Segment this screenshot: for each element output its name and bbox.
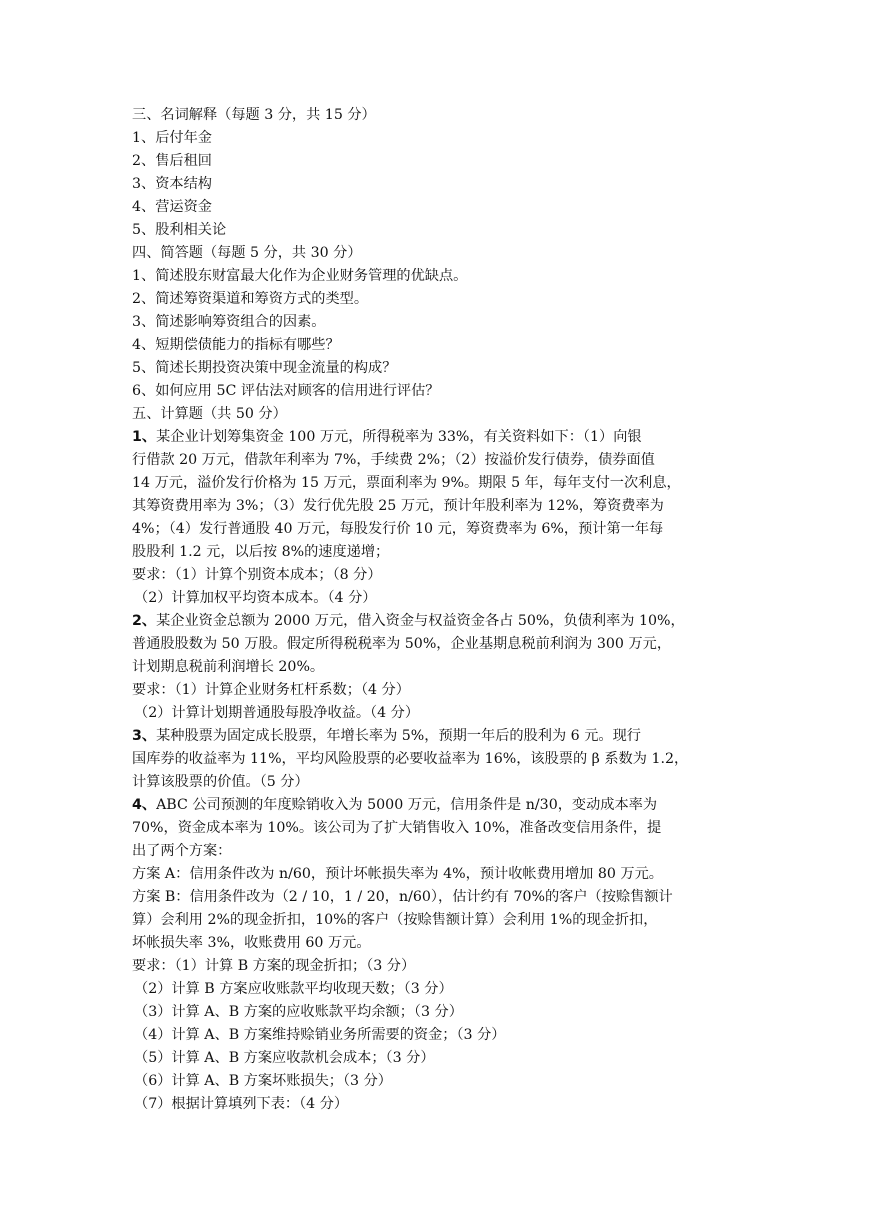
section4-heading: 四、简答题（每题 5 分，共 30 分）: [132, 245, 362, 261]
q2-number: 2、: [132, 613, 157, 629]
section3-heading: 三、名词解释（每题 3 分，共 15 分）: [132, 107, 376, 123]
q4-requirement: （5）计算 A、B 方案应收款机会成本；（3 分）: [134, 1050, 435, 1066]
q4-requirement: （6）计算 A、B 方案坏账损失；（3 分）: [134, 1073, 392, 1089]
q4-plan-b: 方案 B：信用条件改为（2 / 10，1 / 20，n/60），估计约有 70%的客户（按赊售额计: [132, 889, 673, 905]
section5-heading: 五、计算题（共 50 分）: [132, 406, 287, 422]
q3-number: 3、: [132, 728, 157, 744]
section4-item: 5、简述长期投资决策中现金流量的构成？: [132, 360, 397, 376]
section3-item: 1、后付年金: [132, 130, 212, 146]
q1-requirement: 要求：（1）计算个别资本成本；（8 分）: [132, 567, 382, 583]
q2-first-line: [132, 610, 832, 633]
q4-requirement: （3）计算 A、B 方案的应收账款平均余额；（3 分）: [134, 1004, 463, 1020]
section3-item: 4、营运资金: [132, 199, 212, 215]
q4-line: 70%，资金成本率为 10%。该公司为了扩大销售收入 10%，准备改变信用条件，提: [132, 820, 662, 836]
q1-line: 行借款 20 万元，借款年利率为 7%，手续费 2%；（2）按溢价发行债券，债券面值: [132, 452, 655, 468]
q4-line: 算）会利用 2%的现金折扣，10%的客户（按赊售额计算）会利用 1%的现金折扣，: [132, 912, 658, 928]
q1-line: 股股利 1.2 元，以后按 8%的速度递增；: [132, 544, 390, 560]
q4-requirement: （2）计算 B 方案应收账款平均收现天数；（3 分）: [134, 981, 453, 997]
section3-item: 3、资本结构: [132, 176, 212, 192]
section3-item: 2、售后租回: [132, 153, 212, 169]
q4-line: 坏帐损失率 3%，收账费用 60 万元。: [132, 935, 371, 951]
q1-number: 1、: [132, 429, 157, 445]
q1-text: 某企业计划筹集资金 100 万元，所得税率为 33%，有关资料如下：（1）向银: [156, 429, 642, 445]
q1-line: 其筹资费用率为 3%；（3）发行优先股 25 万元，预计年股利率为 12%，筹资费率为: [132, 498, 664, 514]
q3-text: 某种股票为固定成长股票，年增长率为 5%，预期一年后的股利为 6 元。现行: [156, 728, 641, 744]
q1-line: 14 万元，溢价发行价格为 15 万元，票面利率为 9%。期限 5 年，每年支付一次利息，: [132, 475, 681, 491]
q4-first-line: [132, 794, 832, 817]
q4-plan-a: 方案 A：信用条件改为 n/60，预计坏帐损失率为 4%，预计收帐费用增加 80 万元。: [132, 866, 663, 882]
q3-line: 国库券的收益率为 11%，平均风险股票的必要收益率为 16%，该股票的 β 系数为 1.2，: [132, 751, 689, 767]
section4-item: 3、简述影响筹资组合的因素。: [132, 314, 326, 330]
section4-item: 6、如何应用 5C 评估法对顾客的信用进行评估？: [132, 383, 440, 399]
q4-requirement: （4）计算 A、B 方案维持赊销业务所需要的资金；（3 分）: [134, 1027, 506, 1043]
q1-requirement: （2）计算加权平均资本成本。（4 分）: [134, 590, 377, 606]
q3-line: 计算该股票的价值。（5 分）: [132, 774, 309, 790]
q2-line: 普通股股数为 50 万股。假定所得税税率为 50%，企业基期息税前利润为 300 万元，: [132, 636, 672, 652]
q4-requirement: （7）根据计算填列下表：（4 分）: [134, 1096, 349, 1112]
section4-item: 2、简述筹资渠道和筹资方式的类型。: [132, 291, 369, 307]
q4-number: 4、: [132, 797, 157, 813]
section3-item: 5、股利相关论: [132, 222, 227, 238]
q2-requirement: （2）计算计划期普通股每股净收益。（4 分）: [134, 705, 420, 721]
q2-line: 计划期息税前利润增长 20%。: [132, 659, 325, 675]
q4-requirement: 要求：（1）计算 B 方案的现金折扣；（3 分）: [132, 958, 416, 974]
section4-item: 4、短期偿债能力的指标有哪些？: [132, 337, 340, 353]
exam-page: [132, 104, 832, 1116]
q3-first-line: [132, 725, 832, 748]
q2-requirement: 要求：（1）计算企业财务杠杆系数；（4 分）: [132, 682, 410, 698]
q1-first-line: [132, 426, 832, 449]
section4-item: 1、简述股东财富最大化作为企业财务管理的优缺点。: [132, 268, 468, 284]
q1-line: 4%；（4）发行普通股 40 万元，每股发行价 10 元，筹资费率为 6%，预计第一年每: [132, 521, 664, 537]
q4-line: 出了两个方案：: [132, 843, 232, 859]
q4-text: ABC 公司预测的年度赊销收入为 5000 万元，信用条件是 n/30，变动成本率为: [156, 797, 658, 813]
q2-text: 某企业资金总额为 2000 万元，借入资金与权益资金各占 50%，负债利率为 10%，: [156, 613, 685, 629]
